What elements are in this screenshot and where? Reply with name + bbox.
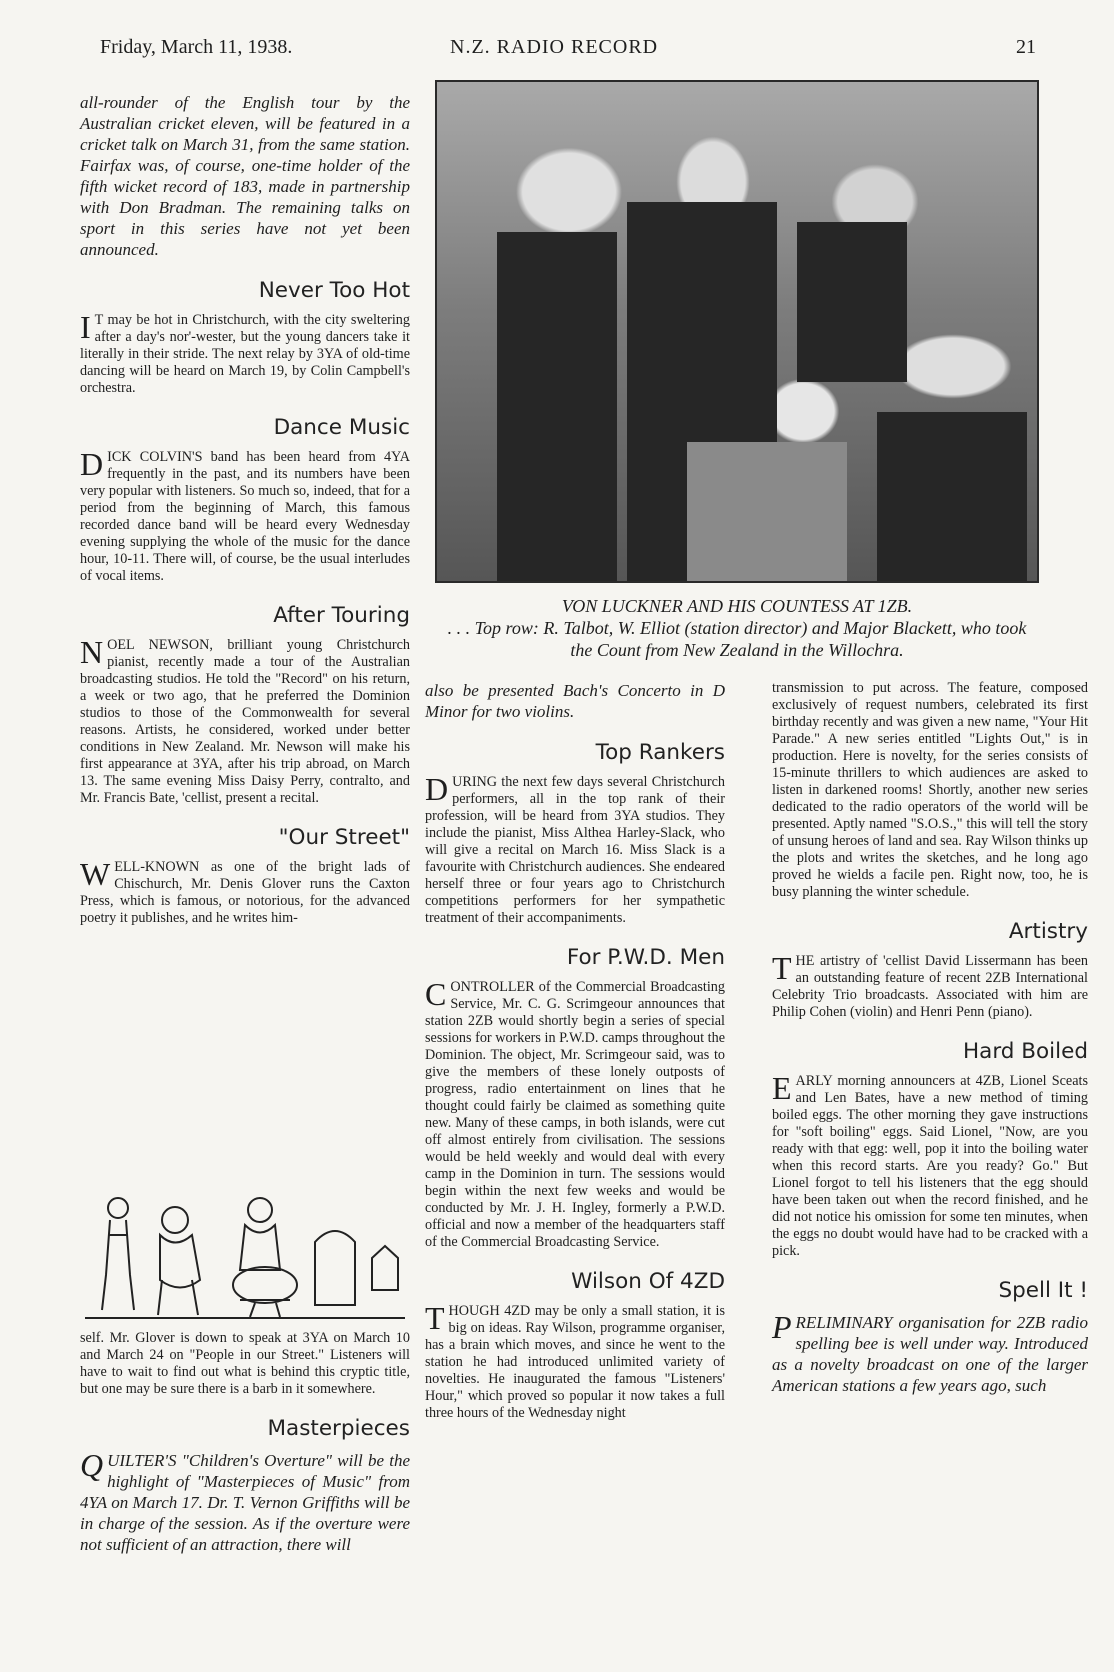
article-text: ARLY morning announcers at 4ZB, Lionel Sceats and Len Bates, have a new method of timing boiled eggs. The other morning they gave instructions for "soft boiling" eggs. Said Lionel, "Now, are you ready with that egg: well, pop it into the boiling water when this record starts. Are you ready? Go." But Lionel forgot to tell his listeners that the egg should have been taken out when the record finished, and he did not notice his omission for some ten minutes, when the eggs no doubt would have had to be cracked with a pick.: [772, 1073, 1088, 1259]
headline-top-rankers: Top Rankers: [595, 740, 725, 765]
column-1: [80, 92, 410, 927]
headline-hard-boiled: Hard Boiled: [962, 1039, 1088, 1064]
article-text: HOUGH 4ZD may be only a small station, it is big on ideas. Ray Wilson, programme organiser, has a brain which moves, and since he went to the station he had introduced unlimited variety of novelties. He inaugurated the famous "Listeners' Hour," which proved so popular it now takes a full three hours of the Wednesday night: [425, 1303, 725, 1421]
photo-figure: [497, 232, 617, 583]
header-title: N.Z. RADIO RECORD: [450, 36, 659, 58]
drop-cap: T: [772, 950, 792, 986]
street-illustration: [80, 1180, 410, 1320]
article-text: URING the next few days several Christchurch performers, all in the top rank of their profession, will be heard from 3YA studios. They include the pianist, Miss Althea Harley-Slack, who will give a recital on March 16. Miss Slack is a favourite with Christchurch audiences. She endeared herself three or four years ago to Christchurch competitions performers for her sympathetic treatment of their accompaniments.: [425, 774, 725, 926]
article-after-touring: [80, 634, 410, 807]
column-1-continued: [80, 1330, 410, 1555]
column-3: [772, 680, 1088, 1396]
article-our-street: [80, 856, 410, 927]
col3-intro: transmission to put across. The feature, composed exclusively of request numbers, celebrated its first birthday recently and was given a new name, "Your Hit Parade." A new series entitled "Lights Out," is in production. Here is novelty, for the series consists of 15-minute thrillers to which audiences are asked to listen in darkened rooms! Shortly, another new series dedicated to the radio operators of the world will be presented. Aptly named "S.O.S.," this will tell the story of unsung heroes of land and sea. Ray Wilson thinks up the plots and writes the sketches, and he long ago proved he wields a facile pen. Right now, too, he is busy planning the winter schedule.: [772, 680, 1088, 900]
headline-after-touring: After Touring: [273, 603, 410, 628]
headline-spell-it: Spell It !: [998, 1278, 1088, 1303]
drop-cap: W: [80, 856, 111, 892]
drop-cap: E: [772, 1070, 792, 1106]
headline-never-too-hot: Never Too Hot: [258, 278, 410, 303]
col1-intro: all-rounder of the English tour by the Australian cricket eleven, will be featured in a cricket talk on March 31, from the same station. Fairfax was, of course, one-time holder of the fifth wicket record of 183, made in partnership with Don Bradman. The remaining talks on sport in this series have not yet been announced.: [80, 93, 410, 259]
article-text: HE artistry of 'cellist David Lissermann has been an outstanding feature of recent 2ZB International Celebrity Trio broadcasts. Associated with him are Philip Cohen (violin) and Henri Penn (piano).: [772, 953, 1088, 1020]
article-hard-boiled: [772, 1070, 1088, 1260]
page-number: 21: [1016, 36, 1036, 58]
article-dance-music: [80, 446, 410, 585]
photo-figure: [687, 442, 847, 583]
group-photograph: [435, 80, 1039, 583]
headline-our-street: "Our Street": [278, 825, 410, 850]
headline-dance-music: Dance Music: [273, 415, 410, 440]
col2-intro: also be presented Bach's Concerto in D Minor for two violins.: [425, 681, 725, 721]
drop-cap: T: [425, 1300, 445, 1336]
headline-artistry: Artistry: [1008, 919, 1088, 944]
page-header: [0, 36, 1114, 66]
article-text: ICK COLVIN'S band has been heard from 4YA frequently in the past, and its numbers have been very popular with listeners. So much so, indeed, that for a period from the beginning of March, this famous recorded dance band will be heard every Wednesday evening supplying the whole of the music for the dance hour, 10-11. There will, of course, be the usual interludes of vocal items.: [80, 449, 410, 584]
article-text: OEL NEWSON, brilliant young Christchurch pianist, recently made a tour of the Australian broadcasting studios. He told the "Record" on his return, a week or two ago, that he preferred the Dominion studios to those of the Commonwealth for several reasons. Artists, he considered, worked under better conditions in New Zealand. Mr. Newson will make his first appearance at 3YA, after his trip abroad, on March 13. The same evening Miss Daisy Perry, contralto, and Mr. Francis Bate, 'cellist, present a recital.: [80, 637, 410, 806]
article-text: RELIMINARY organisation for 2ZB radio spelling bee is well under way. Introduced as a novelty broadcast on one of the larger American stations a few years ago, such: [772, 1313, 1088, 1395]
drop-cap: N: [80, 634, 104, 670]
drop-cap: Q: [80, 1447, 104, 1483]
article-artistry: [772, 950, 1088, 1021]
header-date: Friday, March 11, 1938.: [100, 36, 293, 58]
drop-cap: C: [425, 976, 447, 1012]
article-top-rankers: [425, 771, 725, 927]
drop-cap: I: [80, 309, 91, 345]
column-2: [425, 680, 725, 1422]
article-our-street-cont: self. Mr. Glover is down to speak at 3YA on March 10 and March 24 on "People in our Street." Listeners will have to wait to find out what is behind this cryptic title, but one may be sure there is a barb in it somewhere.: [80, 1330, 410, 1397]
photo-figure: [797, 222, 907, 382]
article-never-too-hot: [80, 309, 410, 397]
drop-cap: P: [772, 1309, 792, 1345]
caption-text: . . . Top row: R. Talbot, W. Elliot (station director) and Major Blackett, who took the Count from New Zealand in the Willochra.: [447, 618, 1027, 660]
article-text: ONTROLLER of the Commercial Broadcasting Service, Mr. C. G. Scrimgeour announces that station 2ZB would shortly begin a series of special sessions for workers in P.W.D. camps throughout the Dominion. The object, Mr. Scrimgeour said, was to give the members of these lonely outposts of progress, radio entertainment on lines that he thought could fairly be claimed as something quite new. Many of these camps, in both islands, were cut off almost entirely from civilisation. The sessions would be held weekly and would deal with every camp in the Dominion in turn. The sessions would begin within the next few weeks and would be conducted by Mr. J. H. Ingley, formerly a P.W.D. official and now a member of the headquarters staff of the Commercial Broadcasting Service.: [425, 979, 725, 1250]
article-text: ELL-KNOWN as one of the bright lads of Chischurch, Mr. Denis Glover runs the Caxton Press, which is famous, or notorious, for the advanced poetry it publishes, and he writes him-: [80, 859, 410, 926]
drop-cap: D: [80, 446, 104, 482]
article-wilson-4zd: [425, 1300, 725, 1422]
article-text: T may be hot in Christchurch, with the city sweltering after a day's nor'-wester, but the young dancers take it literally in their stride. The next relay by 3YA of old-time dancing will be heard on March 19, by Colin Campbell's orchestra.: [80, 312, 410, 396]
photo-figure: [877, 412, 1027, 583]
article-pwd-men: [425, 976, 725, 1251]
headline-pwd-men: For P.W.D. Men: [566, 945, 725, 970]
headline-masterpieces: Masterpieces: [267, 1416, 410, 1441]
drop-cap: D: [425, 771, 449, 807]
photo-caption: [435, 595, 1039, 661]
article-text: UILTER'S "Children's Overture" will be the highlight of "Masterpieces of Music" from 4YA on March 17. Dr. T. Vernon Griffiths will be in charge of the session. As if the overture were not sufficient of an attraction, there will: [80, 1451, 410, 1554]
article-spell-it: [772, 1309, 1088, 1396]
caption-title: VON LUCKNER AND HIS COUNTESS AT 1ZB.: [561, 596, 913, 616]
article-masterpieces: [80, 1447, 410, 1555]
headline-wilson-4zd: Wilson Of 4ZD: [571, 1269, 725, 1294]
